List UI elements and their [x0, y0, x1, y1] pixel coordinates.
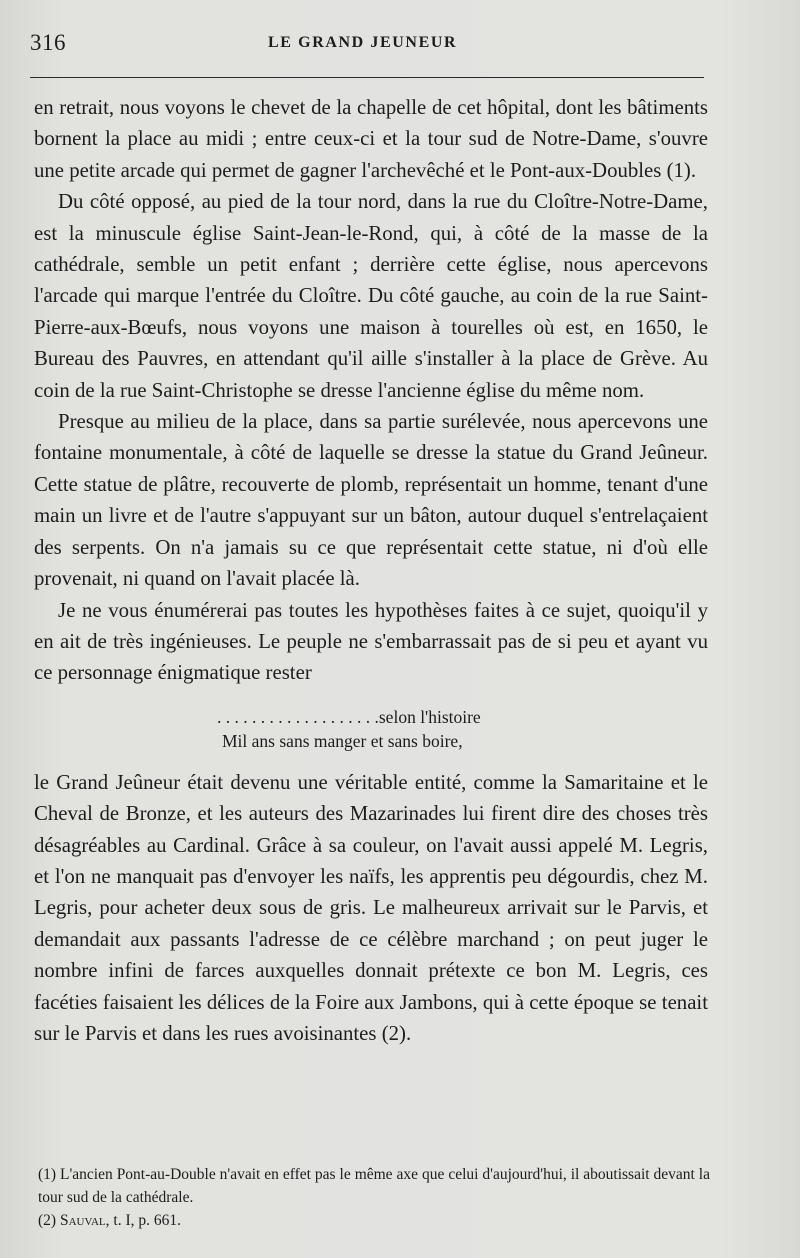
verse-quote	[34, 705, 708, 753]
paragraph-1: en retrait, nous voyons le chevet de la chapelle de cet hôpital, dont les bâtiments bornent la place au midi ; entre ceux-ci et la tour sud de Notre-Dame, s'ouvre une petite arcade qui permet de gagner l'archevêché et le Pont-aux-Doubles (1).	[34, 96, 708, 182]
footnote-2	[38, 1209, 710, 1232]
footnote-2-author: Sauval	[59, 1212, 106, 1229]
paragraph-4: Je ne vous énumérerai pas toutes les hypothèses faites à ce sujet, quoiqu'il y en ait de très ingénieuses. Le peuple ne s'embarrassait pas de si peu et ayant vu ce personnage énigmatique rester	[34, 598, 708, 685]
paragraph-3: Presque au milieu de la place, dans sa partie surélevée, nous apercevons une fontaine monumentale, à côté de laquelle se dresse la statue du Grand Jeûneur. Cette statue de plâtre, recouverte de plomb, représentait un homme, tenant d'une main un livre et de l'autre s'appuyant sur un bâton, autour duquel s'entrelaçaient des serpents. On n'a jamais su ce que représentait cette statue, ni d'où elle provenait, ni quand on l'avait placée là.	[34, 410, 708, 591]
main-text	[34, 92, 708, 1049]
footnotes	[38, 1163, 710, 1232]
paragraph-2: Du côté opposé, au pied de la tour nord, dans la rue du Cloître-Notre-Dame, est la minuscule église Saint-Jean-le-Rond, qui, à côté de la masse de la cathédrale, semble un petit enfant ; derrière cette église, nous apercevons l'arcade qui marque l'entrée du Cloître. Du côté gauche, au coin de la rue Saint-Pierre-aux-Bœufs, nous voyons une maison à tourelles où est, en 1650, le Bureau des Pauvres, en attendant qu'il aille s'installer à la place de Grève. Au coin de la rue Saint-Christophe se dresse l'ancienne église du même nom.	[34, 190, 708, 402]
footnote-2-number: (2)	[38, 1212, 60, 1229]
running-title: LE GRAND JEUNEUR	[268, 34, 458, 51]
header-rule	[30, 77, 704, 78]
footnote-1: (1) L'ancien Pont-au-Double n'avait en effet pas le même axe que celui d'aujourd'hui, il aboutissait devant la tour sud de la cathédrale.	[38, 1166, 710, 1206]
paragraph-5: le Grand Jeûneur était devenu une véritable entité, comme la Samaritaine et le Cheval de Bronze, et les auteurs des Mazarinades lui firent dire des choses très désagréables au Cardinal. Grâce à sa couleur, on l'avait aussi appelé M. Legris, et l'on ne manquait pas d'envoyer les naïfs, les apprentis peu dégourdis, chez M. Legris, pour acheter deux sous de gris. Le malheureux arrivait sur le Parvis, et demandait aux passants l'adresse de ce célèbre marchand ; on peut juger le nombre infini de farces auxquelles donnait prétexte ce bon M. Legris, ces facéties faisaient les délices de la Foire aux Jambons, qui à cette époque se tenait sur le Parvis et dans les rues avoisinantes (2).	[34, 770, 708, 1045]
page-header	[30, 28, 708, 68]
verse-line-1: . . . . . . . . . . . . . . . . . . .selon l'histoire	[217, 706, 481, 727]
page-number: 316	[30, 30, 66, 55]
verse-line-2: Mil ans sans manger et sans boire,	[222, 730, 463, 751]
footnote-2-reference: , t. I, p. 661.	[105, 1212, 181, 1229]
